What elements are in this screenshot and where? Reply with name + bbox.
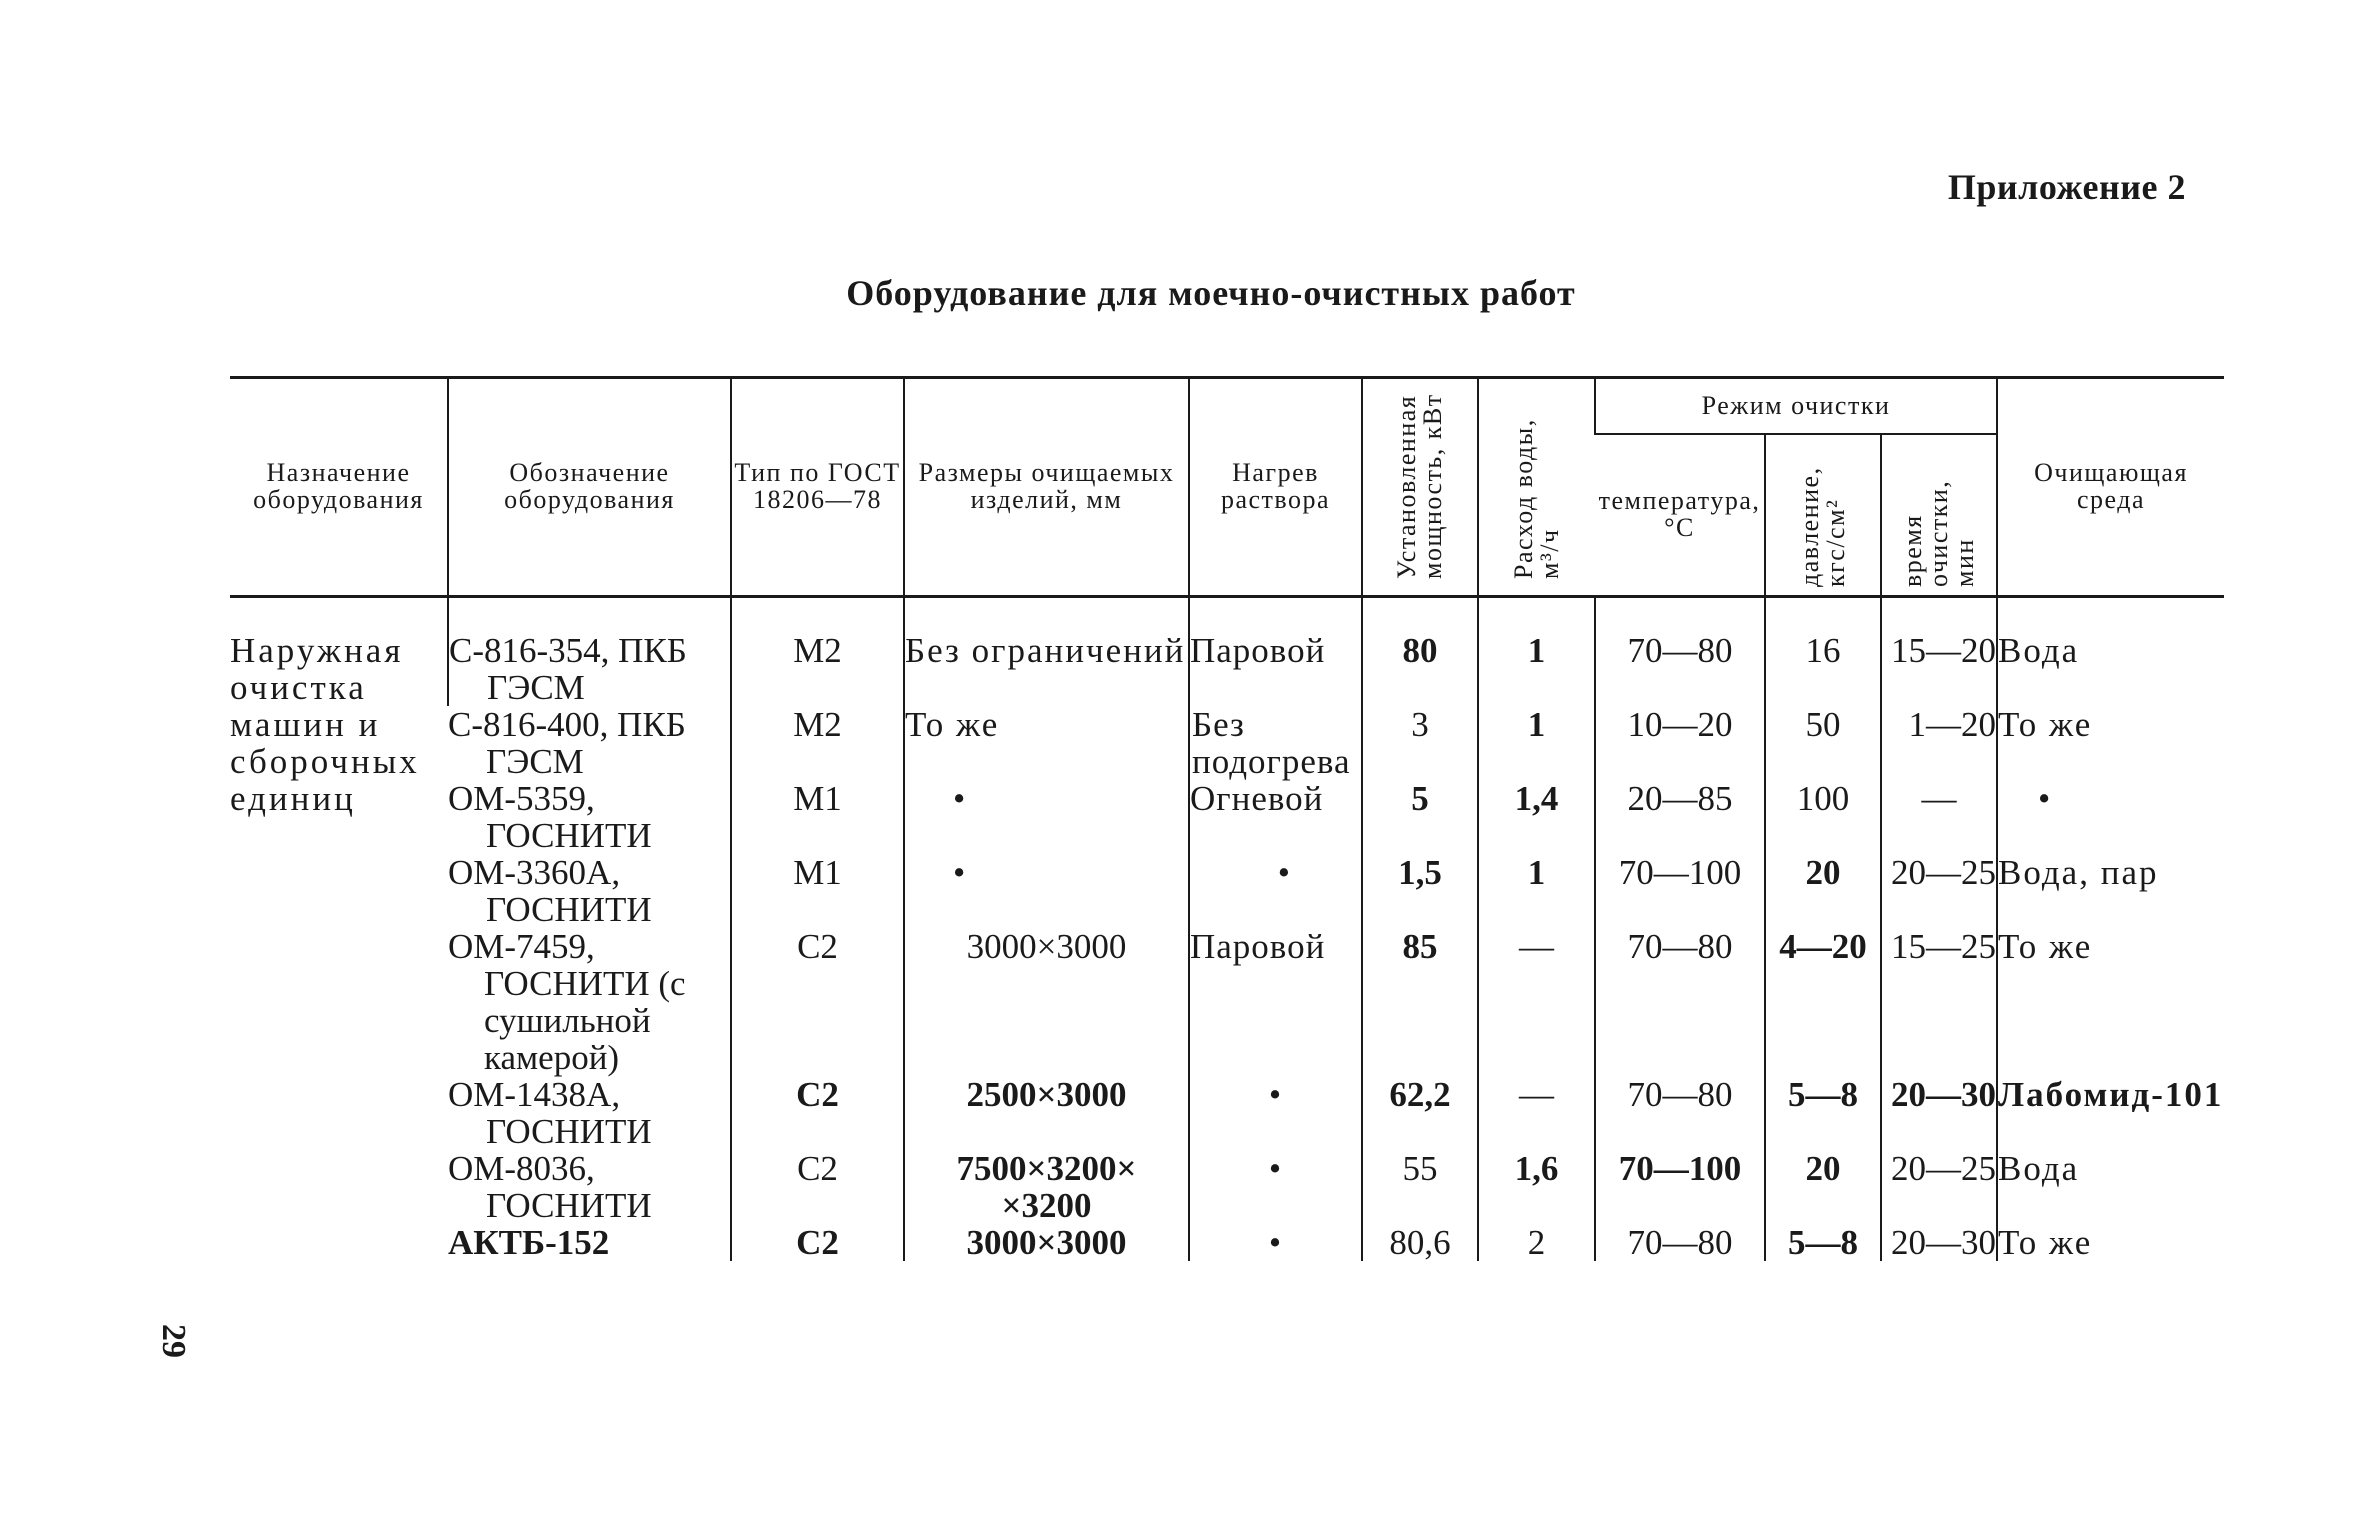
- header-heating: Нагрев раствора: [1189, 378, 1362, 597]
- designation-line-2: ГЭСМ: [486, 742, 584, 781]
- designation-line-2: ГОСНИТИ: [486, 890, 652, 929]
- water-cell: 1: [1478, 597, 1595, 707]
- time-cell: 20—30: [1881, 1076, 1997, 1150]
- pressure-cell: 16: [1765, 597, 1881, 707]
- header-pressure: [1765, 434, 1881, 597]
- heating-cell: •: [1189, 854, 1362, 928]
- power-cell: 1,5: [1362, 854, 1478, 928]
- header-type-gost: Тип по ГОСТ 18206—78: [731, 378, 904, 597]
- table-title: Оборудование для моечно-очистных работ: [846, 273, 1576, 313]
- type-cell: М2: [731, 597, 904, 707]
- temperature-cell: 70—100: [1595, 1150, 1765, 1224]
- medium-cell: Вода: [1997, 597, 2224, 707]
- designation-line-1: ОМ-8036,: [448, 1149, 595, 1188]
- sizes-cell: 7500×3200× ×3200: [904, 1150, 1189, 1224]
- sizes-cell: •: [904, 854, 1189, 928]
- type-cell: С2: [731, 928, 904, 1076]
- type-cell: С2: [731, 1076, 904, 1150]
- table-row: [230, 706, 2224, 780]
- power-cell: 80,6: [1362, 1224, 1478, 1261]
- type-cell: М1: [731, 780, 904, 854]
- heating-cell: •: [1189, 1150, 1362, 1224]
- time-cell: 1—20: [1881, 706, 1997, 780]
- medium-cell: Вода, пар: [1997, 854, 2224, 928]
- power-cell: 55: [1362, 1150, 1478, 1224]
- pressure-cell: 4—20: [1765, 928, 1881, 1076]
- power-cell: 62,2: [1362, 1076, 1478, 1150]
- equipment-table: [230, 376, 2224, 1261]
- water-cell: 1,6: [1478, 1150, 1595, 1224]
- medium-cell: Лабомид-101: [1997, 1076, 2224, 1150]
- sizes-cell: То же: [904, 706, 1189, 780]
- heating-cell: Без подогрева: [1189, 706, 1362, 780]
- water-cell: 1,4: [1478, 780, 1595, 854]
- table-row: [230, 928, 2224, 1076]
- medium-cell: То же: [1997, 928, 2224, 1076]
- power-cell: 80: [1362, 597, 1478, 707]
- pressure-cell: 50: [1765, 706, 1881, 780]
- header-power-text: Установленная мощность, кВт: [1392, 393, 1447, 580]
- designation-line-2: ГОСНИТИ: [486, 1186, 652, 1225]
- table-row: [230, 1076, 2224, 1150]
- power-cell: 85: [1362, 928, 1478, 1076]
- pressure-cell: 5—8: [1765, 1224, 1881, 1261]
- header-time-text: время очистки, мин: [1898, 479, 1980, 588]
- heating-cell: •: [1189, 1076, 1362, 1150]
- temperature-cell: 70—80: [1595, 928, 1765, 1076]
- designation-line-2: ГЭСМ: [487, 668, 585, 707]
- header-water: [1478, 378, 1595, 597]
- heating-cell: Паровой: [1189, 928, 1362, 1076]
- header-designation: Обозначение оборудования: [448, 378, 731, 597]
- sizes-cell: 3000×3000: [904, 928, 1189, 1076]
- medium-cell: Вода: [1997, 1150, 2224, 1224]
- table-body: [230, 597, 2224, 1262]
- table-row: [230, 1150, 2224, 1224]
- designation-line-1: ОМ-1438А,: [448, 1075, 621, 1114]
- water-cell: 1: [1478, 854, 1595, 928]
- heating-cell: •: [1189, 1224, 1362, 1261]
- designation-line-2: ГОСНИТИ: [486, 816, 652, 855]
- designation-line-1: ОМ-7459,: [448, 927, 595, 966]
- header-temperature: температура, °С: [1595, 434, 1765, 597]
- header-time: [1881, 434, 1997, 597]
- table-row: [230, 780, 2224, 854]
- purpose-cell: Наружная очистка машин и сборочных единиц: [230, 631, 420, 818]
- time-cell: 20—25: [1881, 1150, 1997, 1224]
- sizes-cell: Без ограничений: [904, 597, 1189, 707]
- power-cell: 5: [1362, 780, 1478, 854]
- type-cell: С2: [731, 1150, 904, 1224]
- designation-line-1: АКТБ-152: [448, 1223, 610, 1262]
- type-cell: М2: [731, 706, 904, 780]
- temperature-cell: 70—100: [1595, 854, 1765, 928]
- medium-cell: •: [1997, 780, 2224, 854]
- table-row: [230, 597, 2224, 707]
- medium-cell: То же: [1997, 706, 2224, 780]
- pressure-cell: 100: [1765, 780, 1881, 854]
- water-cell: —: [1478, 928, 1595, 1076]
- page-number: 29: [155, 1324, 192, 1358]
- temperature-cell: 20—85: [1595, 780, 1765, 854]
- sizes-cell: 3000×3000: [904, 1224, 1189, 1261]
- designation-line-1: ОМ-5359,: [448, 779, 595, 818]
- pressure-cell: 20: [1765, 1150, 1881, 1224]
- water-cell: 1: [1478, 706, 1595, 780]
- temperature-cell: 70—80: [1595, 597, 1765, 707]
- header-purpose: Назначение оборудования: [230, 378, 448, 597]
- table-row: [230, 854, 2224, 928]
- time-cell: —: [1881, 780, 1997, 854]
- pressure-cell: 5—8: [1765, 1076, 1881, 1150]
- temperature-cell: 70—80: [1595, 1076, 1765, 1150]
- designation-line-1: С-816-354, ПКБ: [449, 631, 687, 670]
- table-row: [230, 1224, 2224, 1261]
- heating-cell: Паровой: [1189, 597, 1362, 707]
- designation-line-1: ОМ-3360А,: [448, 853, 621, 892]
- pressure-cell: 20: [1765, 854, 1881, 928]
- type-cell: С2: [731, 1224, 904, 1261]
- header-sizes: Размеры очищаемых изделий, мм: [904, 378, 1189, 597]
- designation-line-1: С-816-400, ПКБ: [448, 705, 686, 744]
- time-cell: 15—20: [1881, 597, 1997, 707]
- temperature-cell: 10—20: [1595, 706, 1765, 780]
- power-cell: 3: [1362, 706, 1478, 780]
- medium-cell: То же: [1997, 1224, 2224, 1261]
- designation-line-2: ГОСНИТИ (с сушильной камерой): [484, 964, 686, 1077]
- water-cell: —: [1478, 1076, 1595, 1150]
- appendix-label: Приложение 2: [1947, 167, 2186, 207]
- header-power: [1362, 378, 1478, 597]
- time-cell: 20—25: [1881, 854, 1997, 928]
- heating-cell: Огневой: [1189, 780, 1362, 854]
- header-water-text: Расход воды, м³/ч: [1508, 418, 1564, 580]
- temperature-cell: 70—80: [1595, 1224, 1765, 1261]
- sizes-cell: 2500×3000: [904, 1076, 1189, 1150]
- designation-line-2: ГОСНИТИ: [486, 1112, 652, 1151]
- table-header: [230, 378, 2224, 597]
- water-cell: 2: [1478, 1224, 1595, 1261]
- header-pressure-text: давление, кгс/см²: [1795, 466, 1850, 588]
- type-cell: М1: [731, 854, 904, 928]
- sizes-cell: •: [904, 780, 1189, 854]
- header-medium: Очищающая среда: [1997, 378, 2224, 597]
- time-cell: 20—30: [1881, 1224, 1997, 1261]
- header-cleaning-mode: Режим очистки: [1595, 378, 1997, 435]
- time-cell: 15—25: [1881, 928, 1997, 1076]
